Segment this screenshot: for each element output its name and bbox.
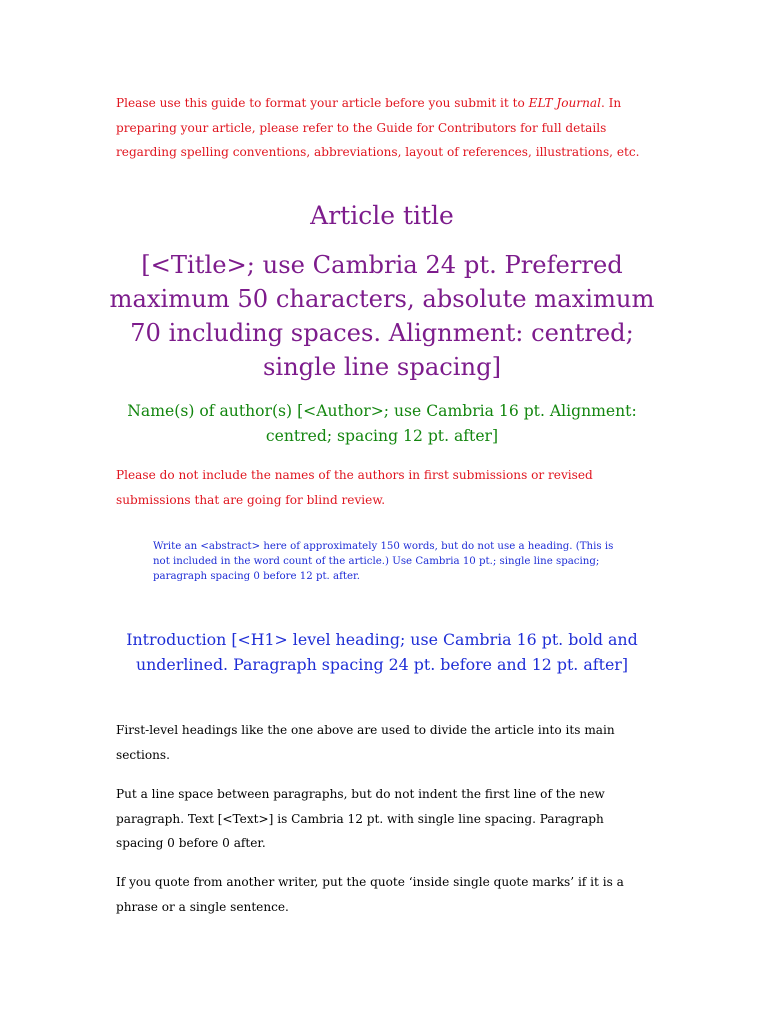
body-paragraph: First-level headings like the one above are used to divide the article into its main sections. xyxy=(116,723,615,762)
journal-name: ELT Journal xyxy=(528,96,601,110)
introduction-heading: Introduction [<H1> level heading; use Cambria 16 pt. bold and underlined. Paragraph spacing 24 pt. before and 12 pt. after] xyxy=(126,630,638,674)
abstract-instructions: Write an <abstract> here of approximately 150 words, but do not use a heading. (This is not included in the word count of the article.) Use Cambria 10 pt.; single line spacing; paragraph spacing 0 before 12 pt. after. xyxy=(153,541,614,582)
note-text-after: . In preparing your article, please refer to the Guide for Contributors for full details regarding spelling conventions, abbreviations, layout of references, illustrations, etc. xyxy=(116,96,640,159)
body-paragraph: If you quote from another writer, put the quote ‘inside single quote marks’ if it is a phrase or a single sentence. xyxy=(116,875,624,914)
article-title: Article title xyxy=(310,201,454,230)
note-text-before: Please use this guide to format your article before you submit it to xyxy=(116,96,529,110)
author-line: Name(s) of author(s) [<Author>; use Cambria 16 pt. Alignment: centred; spacing 12 pt. after] xyxy=(127,402,637,445)
body-paragraph: Put a line space between paragraphs, but do not indent the first line of the new paragraph. Text [<Text>] is Cambria 12 pt. with single line spacing. Paragraph spacing 0 before 0 after. xyxy=(116,787,605,850)
blind-review-note: Please do not include the names of the authors in first submissions or revised submissions that are going for blind review. xyxy=(116,468,593,507)
formatting-guide-note xyxy=(116,91,648,165)
title-instructions: [<Title>; use Cambria 24 pt. Preferred maximum 50 characters, absolute maximum 70 including spaces. Alignment: centred; single line spacing] xyxy=(109,251,655,381)
